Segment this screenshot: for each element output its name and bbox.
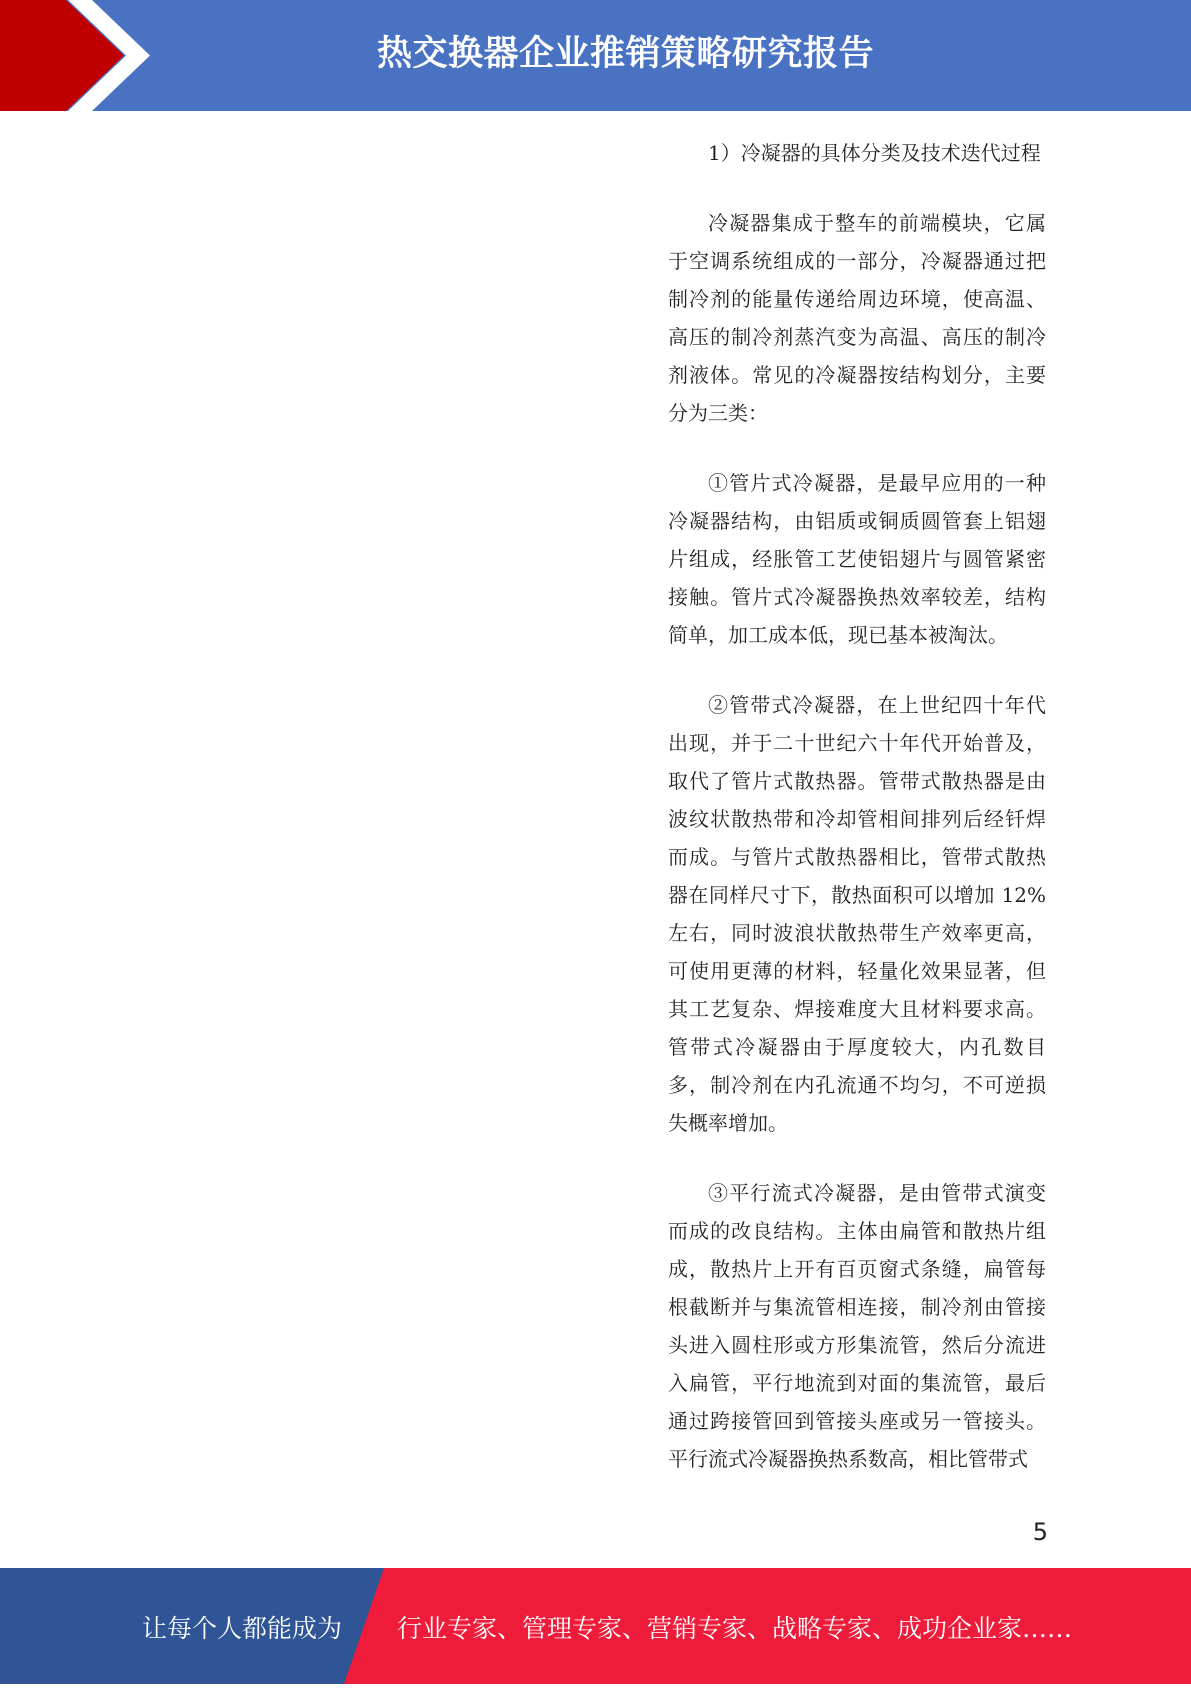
paragraph-intro: 冷凝器集成于整车的前端模块，它属于空调系统组成的一部分，冷凝器通过把制冷剂的能量传递给周边环境，使高温、高压的制冷剂蒸汽变为高温、高压的制冷剂液体。常见的冷凝器按结构划分，主要分为三类： [668,211,1046,425]
page-header [0,0,1191,111]
footer-slogan-left: 让每个人都能成为 [142,1614,343,1643]
paragraph-heading: 1）冷凝器的具体分类及技术迭代过程 [708,141,1041,165]
footer-slogan-right: 行业专家、管理专家、营销专家、战略专家、成功企业家…… [397,1614,1073,1643]
paragraph-parallel-flow: ③平行流式冷凝器，是由管带式演变而成的改良结构。主体由扁管和散热片组成，散热片上开有百页窗式条缝，扁管每根截断并与集流管相连接，制冷剂由管接头进入圆柱形或方形集流管，然后分流进入扁管，平行地流到对面的集流管，最后通过跨接管回到管接头座或另一管接头。平行流式冷凝器换热系数高，相比管带式 [668,1181,1046,1471]
page-number: 5 [1032,1518,1048,1546]
report-title: 热交换器企业推销策略研究报告 [376,34,874,74]
body-text [668,134,1046,1510]
red-chevron-decoration [0,0,160,111]
paragraph-tube-belt: ②管带式冷凝器，在上世纪四十年代出现，并于二十世纪六十年代开始普及，取代了管片式散热器。管带式散热器是由波纹状散热带和冷却管相间排列后经钎焊而成。与管片式散热器相比，管带式散热器在同样尺寸下，散热面积可以增加 12%左右，同时波浪状散热带生产效率更高，可使用更薄的材料，轻量化效果显著，但其工艺复杂、焊接难度大且材料要求高。管带式冷凝器由于厚度较大，内孔数目多，制冷剂在内孔流通不均匀，不可逆损失概率增加。 [668,693,1046,1135]
page-footer [0,1568,1191,1684]
paragraph-tube-fin: ①管片式冷凝器，是最早应用的一种冷凝器结构，由铝质或铜质圆管套上铝翅片组成，经胀管工艺使铝翅片与圆管紧密接触。管片式冷凝器换热效率较差，结构简单，加工成本低，现已基本被淘汰。 [668,471,1046,647]
